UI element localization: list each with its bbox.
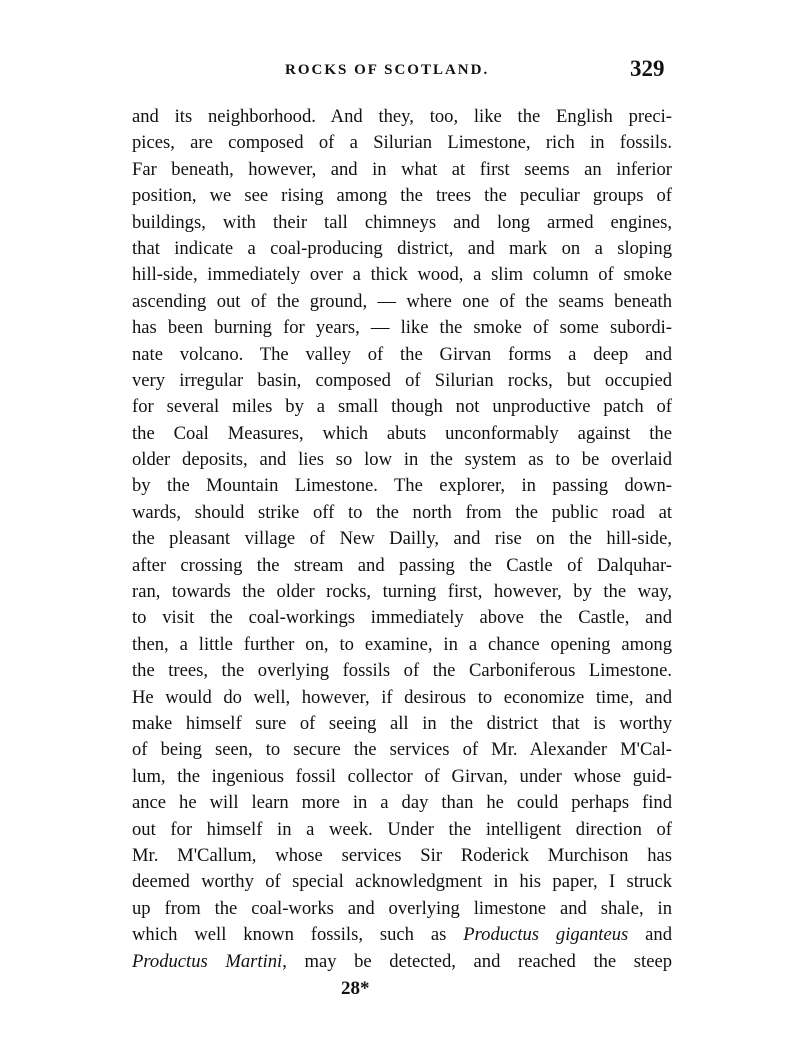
text-line: for several miles by a small though not unproductive patch of [132,396,672,418]
text-line: has been burning for years, — like the smoke of some subordi- [132,317,672,339]
text-line: wards, should strike off to the north from the public road at [132,501,672,523]
text-line-with-italic [132,949,672,975]
text-run: which well known fossils, such as [132,924,464,946]
running-head [0,58,800,88]
text-line: by the Mountain Limestone. The explorer, in passing down- [132,475,672,497]
text-line: of being seen, to secure the services of Mr. Alexander M'Cal- [132,739,672,761]
text-line: Mr. M'Callum, whose services Sir Roderick Murchison has [132,844,672,866]
text-line: pices, are composed of a Silurian Limestone, rich in fossils. [132,132,672,154]
text-line: lum, the ingenious fossil collector of Girvan, under whose guid- [132,765,672,787]
text-line: the Coal Measures, which abuts unconformably against the [132,422,672,444]
text-line: ance he will learn more in a day than he could perhaps find [132,792,672,814]
body-text [132,104,672,975]
text-line-with-italic [132,922,672,948]
text-line: deemed worthy of special acknowledgment in his paper, I struck [132,871,672,893]
text-line: up from the coal-works and overlying limestone and shale, in [132,897,672,919]
text-line: that indicate a coal-producing district, and mark on a sloping [132,237,672,259]
text-line: and its neighborhood. And they, too, like the English preci- [132,106,672,127]
text-line: Far beneath, however, and in what at first seems an inferior [132,158,672,180]
text-line: position, we see rising among the trees the peculiar groups of [132,185,672,207]
text-line: make himself sure of seeing all in the district that is worthy [132,712,672,734]
text-run: , may be detected, and reached the steep [282,950,672,972]
running-head-title: ROCKS OF SCOTLAND. [285,62,490,78]
page-number: 329 [630,56,665,81]
text-line: buildings, with their tall chimneys and long armed engines, [132,211,672,233]
text-line: to visit the coal-workings immediately above the Castle, and [132,607,672,629]
text-line: He would do well, however, if desirous to economize time, and [132,686,672,708]
text-line: out for himself in a week. Under the intelligent direction of [132,818,672,840]
text-line: very irregular basin, composed of Silurian rocks, but occupied [132,369,672,391]
italic-species-name: Productus Martini [132,950,283,972]
text-line: ran, towards the older rocks, turning first, however, by the way, [132,581,672,603]
text-line: the trees, the overlying fossils of the Carboniferous Limestone. [132,660,672,682]
italic-species-name: Productus giganteus [463,924,629,946]
signature-mark: 28* [341,978,370,999]
text-line: ascending out of the ground, — where one of the seams beneath [132,290,672,312]
text-line: after crossing the stream and passing the Castle of Dalquhar- [132,554,672,576]
text-line: older deposits, and lies so low in the system as to be overlaid [132,449,672,471]
text-line: nate volcano. The valley of the Girvan forms a deep and [132,343,672,365]
text-line: then, a little further on, to examine, in a chance opening among [132,633,672,655]
text-run: and [628,924,672,946]
text-line: hill-side, immediately over a thick wood, a slim column of smoke [132,264,672,286]
text-line: the pleasant village of New Dailly, and rise on the hill-side, [132,528,672,550]
